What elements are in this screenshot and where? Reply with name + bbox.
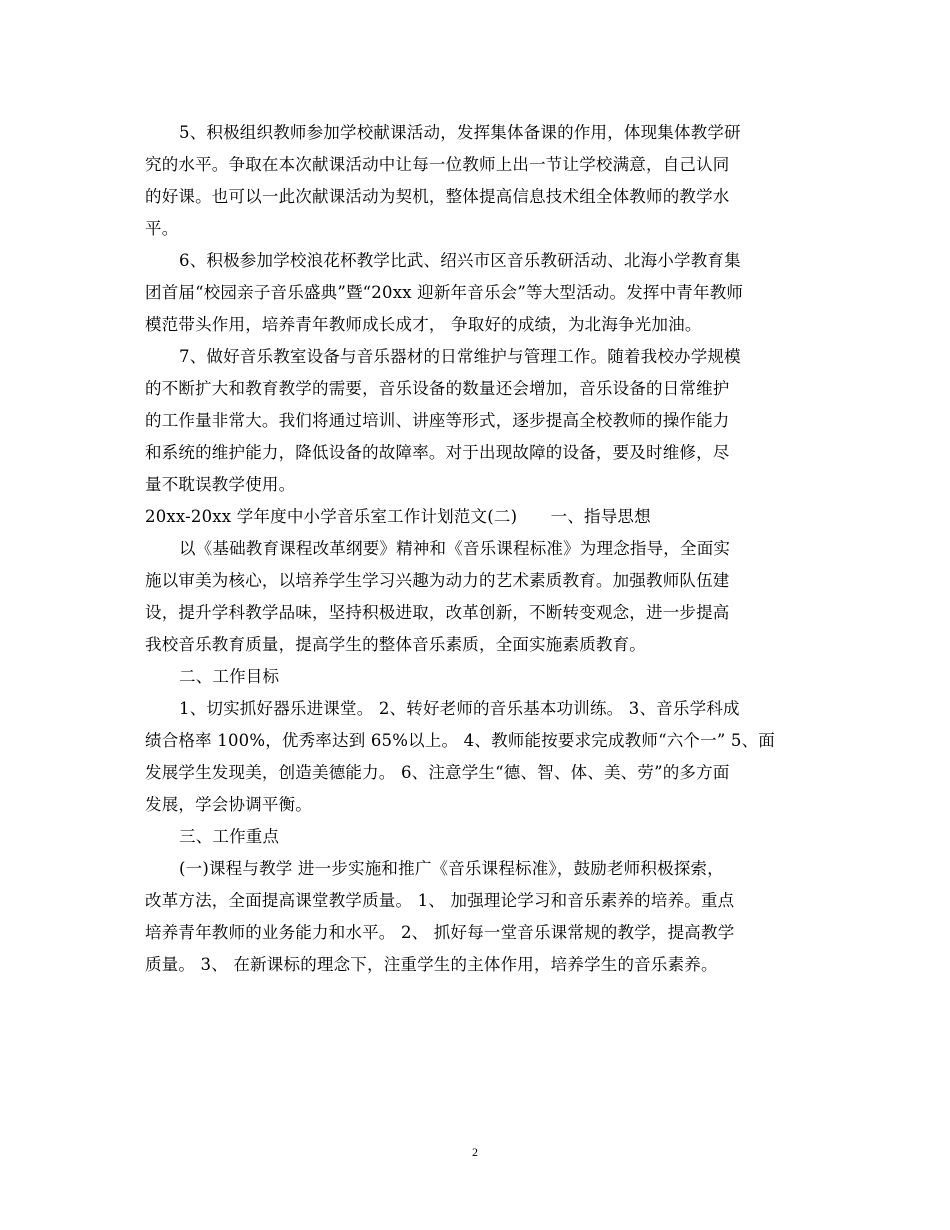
paragraph-line: 的不断扩大和教育教学的需要，音乐设备的数量还会增加，音乐设备的日常维护: [145, 379, 730, 398]
paragraph-line: 的好课。也可以一此次献课活动为契机，整体提高信息技术组全体教师的教学水: [145, 187, 730, 206]
paragraph-line: 7、做好音乐教室设备与音乐器材的日常维护与管理工作。随着我校办学规模: [179, 347, 741, 366]
paragraph-line: 团首届“校园亲子音乐盛典”暨“20xx 迎新年音乐会”等大型活动。发挥中青年教师: [145, 283, 744, 302]
paragraph-line: 设，提升学科教学品味，坚持积极进取，改革创新，不断转变观念，进一步提高: [145, 603, 730, 622]
paragraph-line: 以《基础教育课程改革纲要》精神和《音乐课程标准》为理念指导，全面实: [179, 539, 731, 558]
paragraph-line: 施以审美为核心，以培养学生学习兴趣为动力的艺术素质教育。加强教师队伍建: [145, 571, 730, 590]
page-number: 2: [472, 1145, 478, 1159]
paragraph-line: 模范带头作用，培养青年教师成长成才， 争取好的成绩，为北海争光加油。: [145, 315, 702, 334]
paragraph-line: 和系统的维护能力，降低设备的故障率。对于出现故障的设备，要及时维修，尽: [145, 443, 730, 462]
paragraph-line: 平。: [145, 219, 179, 238]
paragraph-line: 5、积极组织教师参加学校献课活动，发挥集体备课的作用，体现集体教学研: [179, 123, 741, 142]
paragraph-line: (一)课程与教学 进一步实施和推广《音乐课程标准》，鼓励老师积极探索，: [179, 859, 724, 878]
paragraph-line: 6、积极参加学校浪花杯教学比武、绍兴市区音乐教研活动、北海小学教育集: [179, 251, 741, 270]
paragraph-line: 1、切实抓好器乐进课堂。 2、转好老师的音乐基本功训练。 3、音乐学科成: [179, 699, 740, 718]
section-heading: 20xx-20xx 学年度中小学音乐室工作计划范文(二) 一、指导思想: [145, 507, 651, 526]
paragraph-line: 究的水平。争取在本次献课活动中让每一位教师上出一节让学校满意，自己认同: [145, 155, 730, 174]
paragraph-line: 的工作量非常大。我们将通过培训、讲座等形式，逐步提高全校教师的操作能力: [145, 411, 730, 430]
paragraph-line: 量不耽误教学使用。: [145, 475, 296, 494]
paragraph-line: 质量。 3、 在新课标的理念下，注重学生的主体作用，培养学生的音乐素养。: [145, 955, 718, 974]
paragraph-line: 绩合格率 100%，优秀率达到 65%以上。 4、教师能按要求完成教师“六个一” 5、面: [145, 731, 775, 750]
document-body: [145, 117, 810, 981]
paragraph-line: 我校音乐教育质量，提高学生的整体音乐素质，全面实施素质教育。: [145, 635, 646, 654]
paragraph-line: 发展学生发现美，创造美德能力。 6、注意学生“德、智、体、美、劳”的多方面: [145, 763, 730, 782]
paragraph-line: 培养青年教师的业务能力和水平。 2、 抓好每一堂音乐课常规的教学，提高教学: [145, 923, 735, 942]
section-heading: 二、工作目标: [179, 667, 280, 686]
paragraph-line: 改革方法，全面提高课堂教学质量。 1、 加强理论学习和音乐素养的培养。重点: [145, 891, 735, 910]
paragraph-line: 发展，学会协调平衡。: [145, 795, 312, 814]
section-heading: 三、工作重点: [179, 827, 280, 846]
